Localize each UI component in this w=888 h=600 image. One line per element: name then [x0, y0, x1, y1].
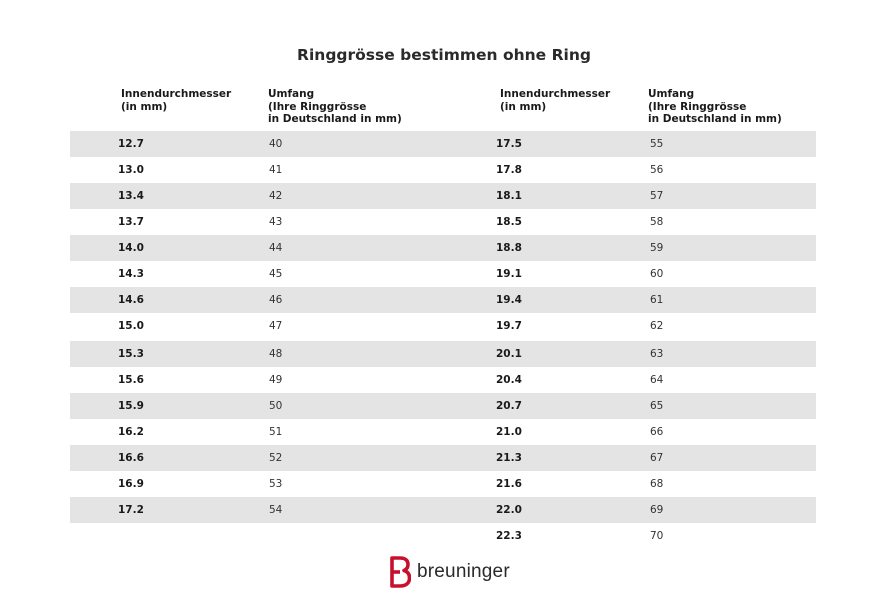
circumference-cell: 61: [650, 294, 664, 306]
diameter-cell: 14.0: [118, 242, 144, 254]
diameter-cell: 16.6: [118, 452, 144, 464]
circumference-cell: 65: [650, 400, 664, 412]
diameter-cell: 13.0: [118, 164, 144, 176]
circumference-cell: 44: [269, 242, 283, 254]
diameter-cell: 13.4: [118, 190, 144, 202]
diameter-cell: 14.6: [118, 294, 144, 306]
table-row: [70, 471, 816, 497]
diameter-cell: 20.4: [496, 374, 522, 386]
diameter-cell: 15.3: [118, 348, 144, 360]
page-title: Ringgrösse bestimmen ohne Ring: [297, 46, 591, 64]
diameter-cell: 12.7: [118, 138, 144, 150]
table-row: [70, 183, 816, 209]
circumference-cell: 40: [269, 138, 283, 150]
table-row: [70, 419, 816, 445]
diameter-cell: 18.5: [496, 216, 522, 228]
circumference-cell: 42: [269, 190, 283, 202]
circumference-cell: 59: [650, 242, 664, 254]
table-row: [70, 313, 816, 339]
circumference-cell: 46: [269, 294, 283, 306]
circumference-cell: 48: [269, 348, 283, 360]
diameter-cell: 16.9: [118, 478, 144, 490]
diameter-cell: 17.2: [118, 504, 144, 516]
table-row: [70, 287, 816, 313]
circumference-cell: 41: [269, 164, 283, 176]
circumference-cell: 62: [650, 320, 664, 332]
circumference-cell: 70: [650, 530, 664, 542]
table-row: [70, 261, 816, 287]
circumference-cell: 51: [269, 426, 283, 438]
circumference-cell: 49: [269, 374, 283, 386]
diameter-cell: 15.6: [118, 374, 144, 386]
table-row: [70, 341, 816, 367]
circumference-cell: 69: [650, 504, 664, 516]
diameter-cell: 22.0: [496, 504, 522, 516]
table-row: [70, 209, 816, 235]
diameter-cell: 14.3: [118, 268, 144, 280]
circumference-cell: 55: [650, 138, 664, 150]
circumference-cell: 67: [650, 452, 664, 464]
diameter-cell: 22.3: [496, 530, 522, 542]
circumference-cell: 54: [269, 504, 283, 516]
diameter-cell: 18.8: [496, 242, 522, 254]
table-row: [70, 367, 816, 393]
diameter-cell: 21.3: [496, 452, 522, 464]
diameter-cell: 16.2: [118, 426, 144, 438]
table-row: [70, 393, 816, 419]
diameter-cell: 13.7: [118, 216, 144, 228]
diameter-cell: 19.7: [496, 320, 522, 332]
diameter-cell: 19.1: [496, 268, 522, 280]
table-row: [70, 497, 816, 523]
header-right-circumference: Umfang (Ihre Ringgrösse in Deutschland in mm): [648, 88, 782, 125]
diameter-cell: 21.6: [496, 478, 522, 490]
brand-name: breuninger: [417, 561, 510, 582]
table-row: [70, 131, 816, 157]
table-row: [70, 157, 816, 183]
diameter-cell: 20.1: [496, 348, 522, 360]
circumference-cell: 64: [650, 374, 664, 386]
diameter-cell: 19.4: [496, 294, 522, 306]
table-row: [70, 235, 816, 261]
brand-logo: [389, 556, 510, 588]
header-right-diameter: Innendurchmesser (in mm): [500, 88, 611, 113]
diameter-cell: 17.5: [496, 138, 522, 150]
table-row: [70, 445, 816, 471]
circumference-cell: 68: [650, 478, 664, 490]
table-row: [70, 523, 816, 549]
diameter-cell: 15.0: [118, 320, 144, 332]
circumference-cell: 47: [269, 320, 283, 332]
circumference-cell: 43: [269, 216, 283, 228]
circumference-cell: 58: [650, 216, 664, 228]
circumference-cell: 60: [650, 268, 664, 280]
circumference-cell: 56: [650, 164, 664, 176]
header-left-circumference: Umfang (Ihre Ringgrösse in Deutschland in mm): [268, 88, 402, 125]
diameter-cell: 18.1: [496, 190, 522, 202]
circumference-cell: 66: [650, 426, 664, 438]
circumference-cell: 57: [650, 190, 664, 202]
circumference-cell: 52: [269, 452, 283, 464]
circumference-cell: 50: [269, 400, 283, 412]
diameter-cell: 17.8: [496, 164, 522, 176]
breuninger-b-logo-icon: [389, 556, 411, 588]
circumference-cell: 63: [650, 348, 664, 360]
header-left-diameter: Innendurchmesser (in mm): [121, 88, 232, 113]
circumference-cell: 53: [269, 478, 283, 490]
diameter-cell: 15.9: [118, 400, 144, 412]
diameter-cell: 21.0: [496, 426, 522, 438]
diameter-cell: 20.7: [496, 400, 522, 412]
circumference-cell: 45: [269, 268, 283, 280]
